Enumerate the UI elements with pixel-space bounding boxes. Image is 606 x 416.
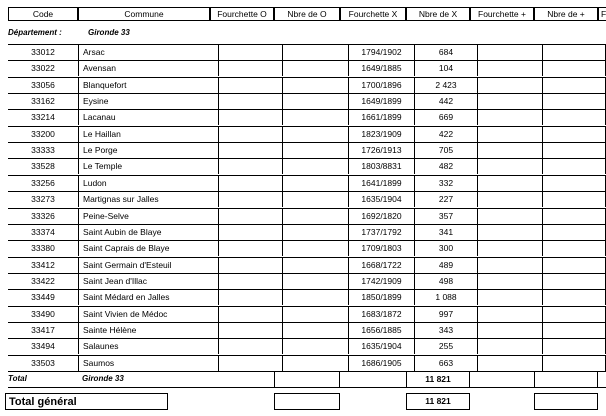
nbre-x-cell: 1 088 [414, 290, 478, 305]
fourchette-plus-cell [478, 209, 542, 224]
fourchette-x-cell: 1823/1909 [348, 127, 414, 142]
commune-cell: Saint Aubin de Blaye [78, 225, 218, 240]
fourchette-x-cell: 1742/1909 [348, 274, 414, 289]
grand-total-label-box [5, 393, 168, 410]
commune-cell: Saint Médard en Jalles [78, 290, 218, 305]
fourchette-x-cell: 1794/1902 [348, 45, 414, 60]
col-header-nbre-o: Nbre de O [274, 7, 340, 21]
nbre-plus-cell [542, 339, 606, 354]
fourchette-x-cell: 1700/1896 [348, 78, 414, 93]
nbre-plus-cell [542, 356, 606, 371]
fourchette-x-cell: 1656/1885 [348, 323, 414, 338]
fourchette-plus-cell [478, 274, 542, 289]
grand-total-label: Total général [9, 396, 77, 408]
fourchette-plus-cell [478, 110, 542, 125]
col-header-nbre-plus: Nbre de + [534, 7, 598, 21]
nbre-x-cell: 227 [414, 192, 478, 207]
fourchette-o-cell [218, 209, 282, 224]
code-cell: 33056 [31, 79, 55, 90]
table-row [8, 257, 606, 273]
col-header-fourchette-plus: Fourchette + [470, 7, 534, 21]
fourchette-plus-cell [478, 192, 542, 207]
fourchette-o-cell [218, 45, 282, 60]
fourchette-x-cell: 1635/1904 [348, 339, 414, 354]
nbre-plus-cell [542, 45, 606, 60]
fourchette-plus-cell [478, 127, 542, 142]
fourchette-x-cell: 1850/1899 [348, 290, 414, 305]
fourchette-o-cell [218, 94, 282, 109]
fourchette-o-cell [218, 127, 282, 142]
table-row [8, 191, 606, 207]
code-cell: 33374 [31, 226, 55, 237]
total-label: Total [8, 374, 27, 383]
col-header-nbre-x: Nbre de X [406, 7, 470, 21]
table-row [8, 109, 606, 125]
nbre-o-cell [282, 94, 348, 109]
fourchette-o-cell [218, 61, 282, 76]
commune-cell: Martignas sur Jalles [78, 192, 218, 207]
table-row [8, 77, 606, 93]
nbre-plus-cell [542, 241, 606, 256]
nbre-plus-cell [542, 94, 606, 109]
fourchette-plus-cell [478, 323, 542, 338]
nbre-x-cell: 422 [414, 127, 478, 142]
fourchette-plus-cell [478, 78, 542, 93]
table-row [8, 273, 606, 289]
nbre-plus-cell [542, 176, 606, 191]
commune-cell: Saint Caprais de Blaye [78, 241, 218, 256]
nbre-o-cell [282, 176, 348, 191]
commune-cell: Arsac [78, 45, 218, 60]
fourchette-o-cell [218, 258, 282, 273]
nbre-plus-cell [542, 61, 606, 76]
fourchette-o-cell [218, 241, 282, 256]
commune-cell: Saint Germain d'Esteuil [78, 258, 218, 273]
nbre-plus-cell [542, 192, 606, 207]
table-row [8, 60, 606, 76]
nbre-o-cell [282, 274, 348, 289]
grand-total-nbre-o-box [274, 393, 340, 410]
nbre-plus-cell [542, 258, 606, 273]
nbre-o-cell [282, 78, 348, 93]
commune-cell: Eysine [78, 94, 218, 109]
code-cell: 33012 [31, 47, 55, 57]
code-cell: 33528 [31, 161, 55, 172]
nbre-x-cell: 2 423 [414, 78, 478, 93]
commune-cell: Sainte Hélène [78, 323, 218, 338]
nbre-plus-cell [542, 225, 606, 240]
grand-total-nbre-x-value: 11 821 [406, 393, 470, 410]
table-row [8, 355, 606, 371]
fourchette-plus-cell [478, 258, 542, 273]
nbre-x-cell: 300 [414, 241, 478, 256]
nbre-o-cell [282, 61, 348, 76]
nbre-plus-cell [542, 290, 606, 305]
table-row [8, 93, 606, 109]
nbre-plus-cell [542, 78, 606, 93]
fourchette-x-cell: 1692/1820 [348, 209, 414, 224]
nbre-x-cell: 705 [414, 143, 478, 158]
nbre-o-cell [282, 258, 348, 273]
nbre-x-cell: 442 [414, 94, 478, 109]
commune-cell: Peine-Selve [78, 209, 218, 224]
total-nbre-o-cell [274, 372, 340, 387]
nbre-plus-cell [542, 323, 606, 338]
code-cell: 33162 [31, 96, 55, 107]
nbre-x-cell: 663 [414, 356, 478, 371]
col-header-fourchette-x: Fourchette X [340, 7, 406, 21]
fourchette-o-cell [218, 159, 282, 174]
table-row [8, 175, 606, 191]
table-row [8, 44, 606, 60]
fourchette-o-cell [218, 274, 282, 289]
code-cell: 33412 [31, 259, 55, 270]
department-name: Gironde 33 [88, 28, 130, 37]
nbre-x-cell: 489 [414, 258, 478, 273]
nbre-o-cell [282, 143, 348, 158]
nbre-x-cell: 669 [414, 110, 478, 125]
code-cell: 33214 [31, 112, 55, 123]
nbre-o-cell [282, 339, 348, 354]
fourchette-o-cell [218, 176, 282, 191]
nbre-plus-cell [542, 127, 606, 142]
nbre-x-cell: 498 [414, 274, 478, 289]
fourchette-o-cell [218, 323, 282, 338]
fourchette-x-cell: 1641/1899 [348, 176, 414, 191]
fourchette-o-cell [218, 356, 282, 371]
nbre-plus-cell [542, 159, 606, 174]
fourchette-x-cell: 1709/1803 [348, 241, 414, 256]
fourchette-o-cell [218, 290, 282, 305]
table-row [8, 158, 606, 174]
fourchette-plus-cell [478, 61, 542, 76]
col-header-commune: Commune [78, 7, 210, 21]
fourchette-x-cell: 1803/8831 [348, 159, 414, 174]
code-cell: 33380 [31, 243, 55, 254]
nbre-o-cell [282, 225, 348, 240]
code-cell: 33494 [31, 341, 55, 352]
commune-cell: Le Temple [78, 159, 218, 174]
nbre-x-cell: 482 [414, 159, 478, 174]
code-cell: 33503 [31, 357, 55, 368]
fourchette-x-cell: 1635/1904 [348, 192, 414, 207]
code-cell: 33326 [31, 210, 55, 221]
fourchette-x-cell: 1661/1899 [348, 110, 414, 125]
code-cell: 33200 [31, 128, 55, 139]
commune-cell: Saint Jean d'Illac [78, 274, 218, 289]
code-cell: 33449 [31, 292, 55, 303]
nbre-o-cell [282, 45, 348, 60]
fourchette-o-cell [218, 225, 282, 240]
code-cell: 33422 [31, 275, 55, 286]
fourchette-x-cell: 1737/1792 [348, 225, 414, 240]
table-row [8, 240, 606, 256]
commune-cell: Le Porge [78, 143, 218, 158]
code-cell: 33417 [31, 324, 55, 335]
commune-cell: Le Haillan [78, 127, 218, 142]
code-cell: 33273 [31, 194, 55, 205]
fourchette-x-cell: 1668/1722 [348, 258, 414, 273]
commune-cell: Ludon [78, 176, 218, 191]
nbre-x-cell: 997 [414, 307, 478, 322]
nbre-x-cell: 343 [414, 323, 478, 338]
nbre-o-cell [282, 127, 348, 142]
fourchette-o-cell [218, 192, 282, 207]
nbre-plus-cell [542, 110, 606, 125]
col-header-fourchette-o: Fourchette O [210, 7, 274, 21]
nbre-o-cell [282, 159, 348, 174]
fourchette-x-cell: 1649/1899 [348, 94, 414, 109]
table-row [8, 142, 606, 158]
code-cell: 33490 [31, 308, 55, 319]
nbre-x-cell: 357 [414, 209, 478, 224]
commune-cell: Avensan [78, 61, 218, 76]
fourchette-plus-cell [478, 176, 542, 191]
fourchette-x-cell: 1686/1905 [348, 356, 414, 371]
nbre-o-cell [282, 241, 348, 256]
total-row [8, 371, 606, 388]
fourchette-o-cell [218, 78, 282, 93]
total-department-name: Gironde 33 [82, 374, 124, 383]
fourchette-o-cell [218, 143, 282, 158]
fourchette-x-cell: 1649/1885 [348, 61, 414, 76]
fourchette-plus-cell [478, 143, 542, 158]
table-row [8, 338, 606, 354]
fourchette-plus-cell [478, 159, 542, 174]
nbre-plus-cell [542, 274, 606, 289]
total-nbre-x-value: 11 821 [406, 372, 470, 387]
table-row [8, 208, 606, 224]
commune-cell: Blanquefort [78, 78, 218, 93]
nbre-plus-cell [542, 209, 606, 224]
commune-cell: Saint Vivien de Médoc [78, 307, 218, 322]
fourchette-plus-cell [478, 307, 542, 322]
fourchette-plus-cell [478, 241, 542, 256]
table-row [8, 126, 606, 142]
nbre-o-cell [282, 209, 348, 224]
total-nbre-plus-cell [534, 372, 598, 387]
commune-cell: Salaunes [78, 339, 218, 354]
nbre-x-cell: 104 [414, 61, 478, 76]
fourchette-plus-cell [478, 339, 542, 354]
nbre-plus-cell [542, 307, 606, 322]
nbre-x-cell: 341 [414, 225, 478, 240]
fourchette-x-cell: 1726/1913 [348, 143, 414, 158]
code-cell: 33333 [31, 145, 55, 156]
nbre-x-cell: 684 [414, 45, 478, 60]
fourchette-plus-cell [478, 290, 542, 305]
nbre-o-cell [282, 356, 348, 371]
fourchette-o-cell [218, 339, 282, 354]
table-row [8, 306, 606, 322]
nbre-o-cell [282, 192, 348, 207]
fourchette-plus-cell [478, 94, 542, 109]
nbre-plus-cell [542, 143, 606, 158]
table-row [8, 289, 606, 305]
col-header-f: F [598, 7, 606, 21]
nbre-o-cell [282, 110, 348, 125]
table-row [8, 322, 606, 338]
fourchette-plus-cell [478, 45, 542, 60]
code-cell: 33256 [31, 177, 55, 188]
commune-cell: Saumos [78, 356, 218, 371]
nbre-o-cell [282, 307, 348, 322]
code-cell: 33022 [31, 63, 55, 74]
grand-total-nbre-plus-box [534, 393, 598, 410]
commune-cell: Lacanau [78, 110, 218, 125]
nbre-x-cell: 255 [414, 339, 478, 354]
fourchette-plus-cell [478, 356, 542, 371]
table-row [8, 224, 606, 240]
nbre-o-cell [282, 323, 348, 338]
department-label: Département : [8, 28, 62, 37]
fourchette-o-cell [218, 307, 282, 322]
col-header-code: Code [8, 7, 78, 21]
fourchette-x-cell: 1683/1872 [348, 307, 414, 322]
nbre-o-cell [282, 290, 348, 305]
fourchette-o-cell [218, 110, 282, 125]
fourchette-plus-cell [478, 225, 542, 240]
nbre-x-cell: 332 [414, 176, 478, 191]
